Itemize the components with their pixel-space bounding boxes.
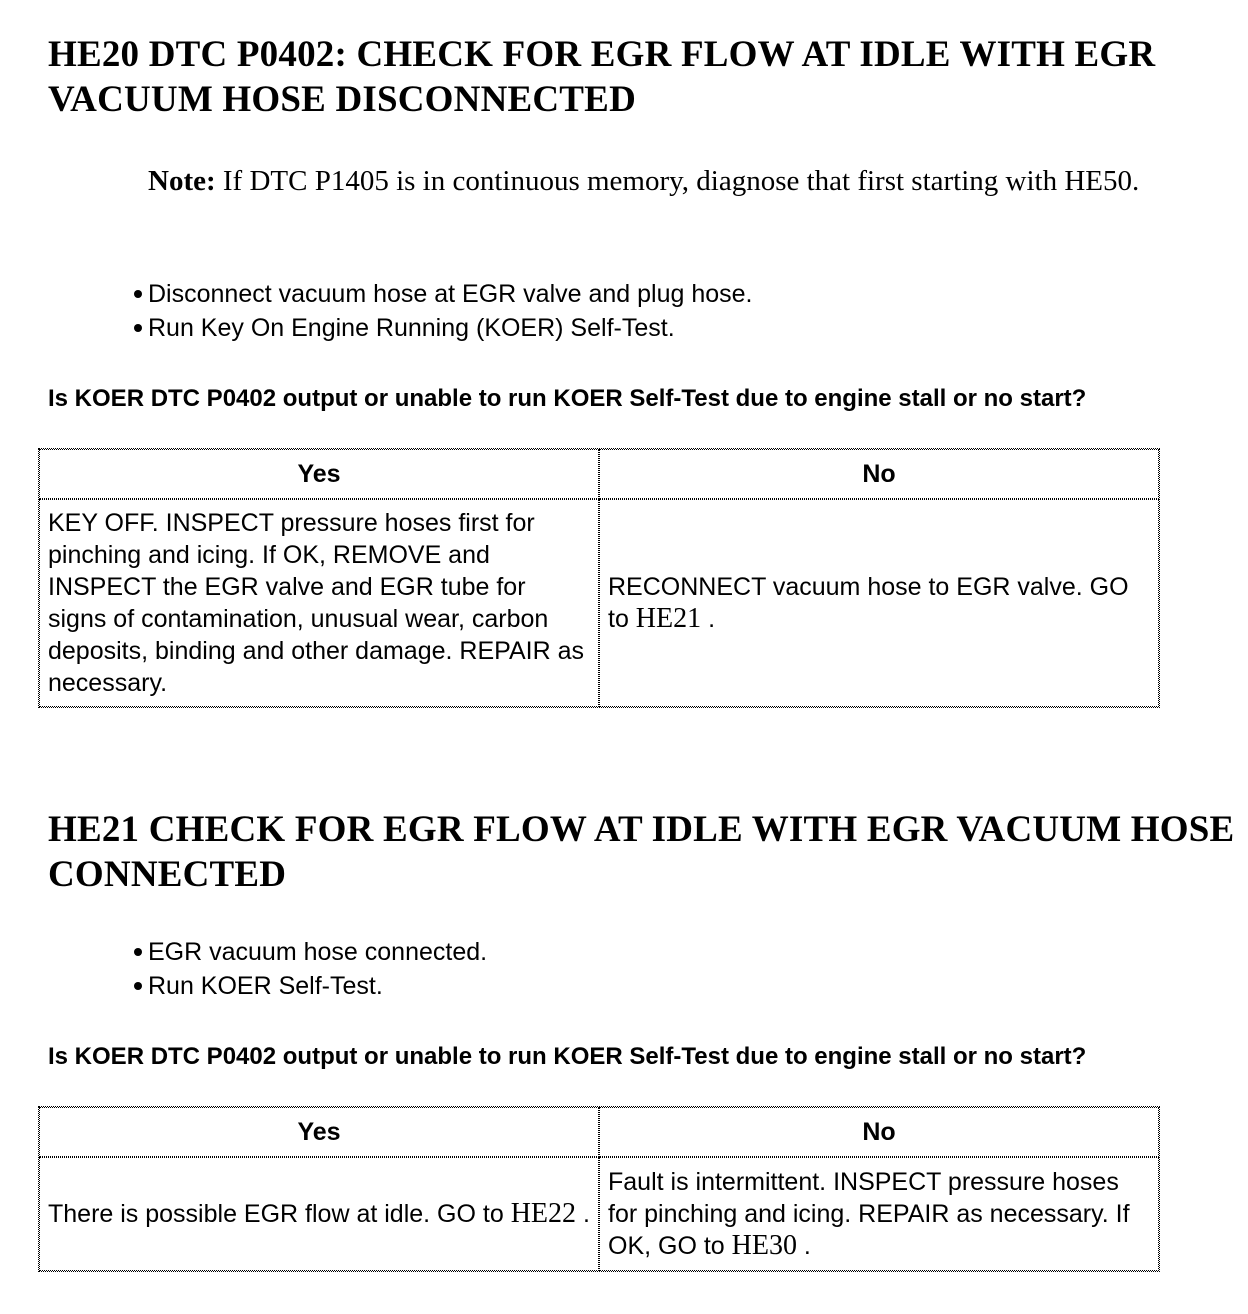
- bullet-icon: [134, 948, 142, 956]
- note: [148, 162, 1218, 200]
- bullet-icon: [134, 982, 142, 990]
- step-item: [130, 935, 487, 969]
- header-yes: Yes: [39, 449, 599, 499]
- no-cell-text: Fault is intermittent. INSPECT pressure hoses for pinching and icing. REPAIR as necessary. If OK, GO to: [608, 1168, 1130, 1260]
- note-label: Note:: [148, 165, 216, 197]
- step-text: Run KOER Self-Test.: [148, 972, 383, 1000]
- step-list-he21: [130, 935, 487, 1003]
- step-list-he20: [130, 277, 753, 345]
- header-yes: Yes: [39, 1107, 599, 1157]
- step-text: EGR vacuum hose connected.: [148, 938, 488, 966]
- link-he22[interactable]: HE22: [510, 1198, 577, 1229]
- table-header-row: [39, 449, 1159, 499]
- yes-cell-suffix: .: [576, 1200, 590, 1228]
- table-row: [39, 1157, 1159, 1271]
- yes-cell: KEY OFF. INSPECT pressure hoses first for pinching and icing. If OK, REMOVE and INSPECT the EGR valve and EGR tube for signs of contamination, unusual wear, carbon deposits, binding and other damage. REPAIR as necessary.: [39, 499, 599, 707]
- step-item: [130, 969, 487, 1003]
- step-text: Disconnect vacuum hose at EGR valve and plug hose.: [148, 280, 753, 308]
- no-cell: [599, 499, 1159, 707]
- table-row: [39, 499, 1159, 707]
- yes-cell: [39, 1157, 599, 1271]
- no-cell-suffix: .: [701, 605, 716, 633]
- step-text: Run Key On Engine Running (KOER) Self-Test.: [148, 314, 675, 342]
- decision-table-he20: [38, 448, 1160, 708]
- link-he21[interactable]: HE21: [635, 603, 702, 634]
- decision-table-he21: [38, 1106, 1160, 1272]
- section-title-he20: HE20 DTC P0402: CHECK FOR EGR FLOW AT IDLE WITH EGR VACUUM HOSE DISCONNECTED: [48, 34, 1156, 120]
- link-he30[interactable]: HE30: [731, 1230, 797, 1261]
- no-cell-suffix: .: [796, 1232, 811, 1260]
- step-item: [130, 311, 753, 345]
- no-cell: [599, 1157, 1159, 1271]
- question-he21: Is KOER DTC P0402 output or unable to run KOER Self-Test due to engine stall or no start?: [48, 1043, 1087, 1070]
- bullet-icon: [134, 290, 142, 298]
- table-header-row: [39, 1107, 1159, 1157]
- question-he20: Is KOER DTC P0402 output or unable to run KOER Self-Test due to engine stall or no start?: [48, 385, 1087, 412]
- note-text: If DTC P1405 is in continuous memory, diagnose that first starting with HE50.: [215, 165, 1140, 197]
- bullet-icon: [134, 324, 142, 332]
- step-item: [130, 277, 753, 311]
- header-no: No: [599, 449, 1159, 499]
- header-no: No: [599, 1107, 1159, 1157]
- no-cell-text: RECONNECT vacuum hose to EGR valve. GO to: [608, 573, 1129, 633]
- section-title-he21: HE21 CHECK FOR EGR FLOW AT IDLE WITH EGR VACUUM HOSE CONNECTED: [48, 809, 1235, 895]
- yes-cell-text: There is possible EGR flow at idle. GO to: [48, 1200, 511, 1228]
